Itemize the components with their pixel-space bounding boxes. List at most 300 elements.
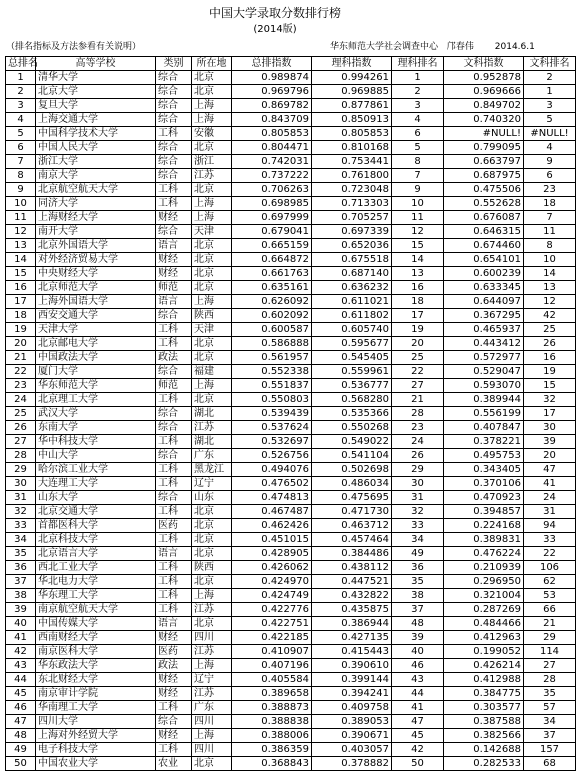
category-cell: 语言 <box>156 239 192 253</box>
overall-rank-cell: 8 <box>6 169 36 183</box>
arts-rank-cell: 26 <box>524 337 576 351</box>
science-index-cell: 0.463712 <box>312 519 392 533</box>
overall-rank-cell: 35 <box>6 547 36 561</box>
table-row <box>6 729 576 743</box>
location-cell: 江苏 <box>192 169 232 183</box>
science-rank-cell: 47 <box>392 715 444 729</box>
arts-rank-cell: 30 <box>524 421 576 435</box>
table-row <box>6 547 576 561</box>
science-rank-cell: 40 <box>392 645 444 659</box>
arts-rank-cell: 21 <box>524 617 576 631</box>
arts-rank-cell: 24 <box>524 491 576 505</box>
overall-index-cell: 0.388838 <box>232 715 312 729</box>
location-cell: 北京 <box>192 281 232 295</box>
science-index-cell: 0.447521 <box>312 575 392 589</box>
table-row <box>6 575 576 589</box>
category-cell: 工科 <box>156 743 192 757</box>
table-body <box>6 71 576 771</box>
science-rank-cell: 35 <box>392 575 444 589</box>
arts-rank-cell: 39 <box>524 435 576 449</box>
science-index-cell: 0.475695 <box>312 491 392 505</box>
location-cell: 陕西 <box>192 561 232 575</box>
overall-index-cell: 0.494076 <box>232 463 312 477</box>
university-name-cell: 北京理工大学 <box>36 393 156 407</box>
overall-rank-cell: 36 <box>6 561 36 575</box>
arts-index-cell: 0.142688 <box>444 743 524 757</box>
overall-rank-cell: 6 <box>6 141 36 155</box>
arts-rank-cell: 57 <box>524 701 576 715</box>
science-rank-cell: 16 <box>392 281 444 295</box>
science-rank-cell: 46 <box>392 659 444 673</box>
category-cell: 工科 <box>156 575 192 589</box>
science-rank-cell: 15 <box>392 239 444 253</box>
category-cell: 工科 <box>156 197 192 211</box>
university-name-cell: 中国农业大学 <box>36 757 156 771</box>
category-cell: 语言 <box>156 547 192 561</box>
table-row <box>6 757 576 771</box>
col-header-overall-index: 总排指数 <box>232 57 312 71</box>
arts-index-cell: 0.644097 <box>444 295 524 309</box>
overall-index-cell: 0.539439 <box>232 407 312 421</box>
category-cell: 财经 <box>156 267 192 281</box>
science-rank-cell: 6 <box>392 127 444 141</box>
overall-index-cell: 0.424970 <box>232 575 312 589</box>
overall-rank-cell: 15 <box>6 267 36 281</box>
category-cell: 工科 <box>156 393 192 407</box>
arts-index-cell: 0.484466 <box>444 617 524 631</box>
overall-index-cell: 0.426062 <box>232 561 312 575</box>
overall-rank-cell: 34 <box>6 533 36 547</box>
science-index-cell: 0.697339 <box>312 225 392 239</box>
science-index-cell: 0.652036 <box>312 239 392 253</box>
science-index-cell: 0.877861 <box>312 99 392 113</box>
table-row <box>6 533 576 547</box>
arts-rank-cell: 41 <box>524 477 576 491</box>
location-cell: 江苏 <box>192 687 232 701</box>
arts-index-cell: 0.465937 <box>444 323 524 337</box>
table-row <box>6 603 576 617</box>
science-index-cell: 0.611021 <box>312 295 392 309</box>
university-name-cell: 电子科技大学 <box>36 743 156 757</box>
science-rank-cell: 4 <box>392 113 444 127</box>
science-rank-cell: 37 <box>392 603 444 617</box>
arts-index-cell: 0.674460 <box>444 239 524 253</box>
table-row <box>6 113 576 127</box>
category-cell: 财经 <box>156 253 192 267</box>
science-rank-cell: 8 <box>392 155 444 169</box>
table-row <box>6 505 576 519</box>
category-cell: 综合 <box>156 421 192 435</box>
university-name-cell: 上海财经大学 <box>36 211 156 225</box>
location-cell: 北京 <box>192 575 232 589</box>
arts-index-cell: #NULL! <box>444 127 524 141</box>
science-index-cell: 0.969885 <box>312 85 392 99</box>
table-row <box>6 141 576 155</box>
science-index-cell: 0.394241 <box>312 687 392 701</box>
university-name-cell: 北京科技大学 <box>36 533 156 547</box>
location-cell: 辽宁 <box>192 673 232 687</box>
arts-index-cell: 0.476224 <box>444 547 524 561</box>
category-cell: 工科 <box>156 561 192 575</box>
overall-index-cell: 0.388006 <box>232 729 312 743</box>
university-name-cell: 上海交通大学 <box>36 113 156 127</box>
arts-rank-cell: 2 <box>524 71 576 85</box>
university-name-cell: 清华大学 <box>36 71 156 85</box>
table-row <box>6 477 576 491</box>
overall-rank-cell: 21 <box>6 351 36 365</box>
science-rank-cell: 32 <box>392 505 444 519</box>
arts-rank-cell: 37 <box>524 729 576 743</box>
location-cell: 湖北 <box>192 407 232 421</box>
category-cell: 综合 <box>156 407 192 421</box>
arts-index-cell: 0.740320 <box>444 113 524 127</box>
method-note: （排名指标及方法参看有关说明） <box>6 42 142 52</box>
location-cell: 北京 <box>192 617 232 631</box>
arts-rank-cell: 5 <box>524 113 576 127</box>
science-rank-cell: 5 <box>392 141 444 155</box>
table-row <box>6 463 576 477</box>
overall-index-cell: 0.476502 <box>232 477 312 491</box>
arts-rank-cell: 53 <box>524 589 576 603</box>
overall-index-cell: 0.428905 <box>232 547 312 561</box>
category-cell: 医药 <box>156 645 192 659</box>
overall-index-cell: 0.698985 <box>232 197 312 211</box>
arts-rank-cell: 32 <box>524 393 576 407</box>
arts-rank-cell: 28 <box>524 673 576 687</box>
category-cell: 财经 <box>156 729 192 743</box>
arts-rank-cell: 62 <box>524 575 576 589</box>
university-name-cell: 对外经济贸易大学 <box>36 253 156 267</box>
university-name-cell: 中国政法大学 <box>36 351 156 365</box>
science-rank-cell: 33 <box>392 519 444 533</box>
location-cell: 山东 <box>192 491 232 505</box>
university-name-cell: 厦门大学 <box>36 365 156 379</box>
location-cell: 北京 <box>192 85 232 99</box>
location-cell: 广东 <box>192 701 232 715</box>
table-row <box>6 323 576 337</box>
overall-index-cell: 0.386359 <box>232 743 312 757</box>
table-row <box>6 743 576 757</box>
table-row <box>6 659 576 673</box>
science-rank-cell: 50 <box>392 757 444 771</box>
arts-rank-cell: 12 <box>524 295 576 309</box>
overall-index-cell: 0.424749 <box>232 589 312 603</box>
university-name-cell: 西南财经大学 <box>36 631 156 645</box>
university-name-cell: 北京外国语大学 <box>36 239 156 253</box>
arts-index-cell: 0.321004 <box>444 589 524 603</box>
science-index-cell: 0.403057 <box>312 743 392 757</box>
science-rank-cell: 9 <box>392 183 444 197</box>
overall-rank-cell: 11 <box>6 211 36 225</box>
science-index-cell: 0.705257 <box>312 211 392 225</box>
science-index-cell: 0.545405 <box>312 351 392 365</box>
arts-rank-cell: 14 <box>524 267 576 281</box>
arts-rank-cell: 25 <box>524 323 576 337</box>
location-cell: 北京 <box>192 351 232 365</box>
arts-index-cell: 0.367295 <box>444 309 524 323</box>
university-name-cell: 南开大学 <box>36 225 156 239</box>
category-cell: 综合 <box>156 365 192 379</box>
university-name-cell: 北京邮电大学 <box>36 337 156 351</box>
overall-rank-cell: 47 <box>6 715 36 729</box>
arts-index-cell: 0.412963 <box>444 631 524 645</box>
category-cell: 综合 <box>156 141 192 155</box>
location-cell: 上海 <box>192 659 232 673</box>
science-index-cell: 0.761800 <box>312 169 392 183</box>
university-name-cell: 四川大学 <box>36 715 156 729</box>
overall-rank-cell: 48 <box>6 729 36 743</box>
arts-index-cell: 0.426214 <box>444 659 524 673</box>
overall-index-cell: 0.467487 <box>232 505 312 519</box>
arts-rank-cell: 1 <box>524 85 576 99</box>
science-rank-cell: 18 <box>392 295 444 309</box>
science-rank-cell: 20 <box>392 337 444 351</box>
arts-index-cell: 0.969666 <box>444 85 524 99</box>
category-cell: 工科 <box>156 701 192 715</box>
overall-index-cell: 0.561957 <box>232 351 312 365</box>
university-name-cell: 北京航空航天大学 <box>36 183 156 197</box>
table-row <box>6 71 576 85</box>
table-header-row <box>6 57 576 71</box>
arts-rank-cell: 15 <box>524 379 576 393</box>
science-rank-cell: 23 <box>392 421 444 435</box>
overall-rank-cell: 44 <box>6 673 36 687</box>
table-row <box>6 491 576 505</box>
overall-index-cell: 0.661763 <box>232 267 312 281</box>
arts-rank-cell: 23 <box>524 183 576 197</box>
col-header-overall-rank: 总排名 <box>6 57 36 71</box>
science-index-cell: 0.390610 <box>312 659 392 673</box>
overall-index-cell: 0.422776 <box>232 603 312 617</box>
arts-index-cell: 0.287269 <box>444 603 524 617</box>
science-rank-cell: 36 <box>392 561 444 575</box>
overall-index-cell: 0.474813 <box>232 491 312 505</box>
overall-rank-cell: 10 <box>6 197 36 211</box>
arts-index-cell: 0.552628 <box>444 197 524 211</box>
science-index-cell: 0.386944 <box>312 617 392 631</box>
overall-rank-cell: 14 <box>6 253 36 267</box>
overall-rank-cell: 1 <box>6 71 36 85</box>
university-name-cell: 南京医科大学 <box>36 645 156 659</box>
overall-index-cell: 0.626092 <box>232 295 312 309</box>
science-index-cell: 0.549022 <box>312 435 392 449</box>
science-index-cell: 0.457464 <box>312 533 392 547</box>
overall-rank-cell: 45 <box>6 687 36 701</box>
edition-subtitle: (2014版) <box>253 24 297 35</box>
location-cell: 四川 <box>192 631 232 645</box>
university-name-cell: 南京航空航天大学 <box>36 603 156 617</box>
arts-rank-cell: 7 <box>524 211 576 225</box>
overall-index-cell: 0.410907 <box>232 645 312 659</box>
overall-index-cell: 0.804471 <box>232 141 312 155</box>
overall-index-cell: 0.388873 <box>232 701 312 715</box>
university-name-cell: 华北电力大学 <box>36 575 156 589</box>
arts-index-cell: 0.529047 <box>444 365 524 379</box>
arts-index-cell: 0.654101 <box>444 253 524 267</box>
overall-rank-cell: 49 <box>6 743 36 757</box>
overall-rank-cell: 24 <box>6 393 36 407</box>
overall-index-cell: 0.635161 <box>232 281 312 295</box>
overall-index-cell: 0.586888 <box>232 337 312 351</box>
arts-index-cell: 0.663797 <box>444 155 524 169</box>
arts-index-cell: 0.443412 <box>444 337 524 351</box>
arts-rank-cell: 19 <box>524 365 576 379</box>
arts-index-cell: 0.412988 <box>444 673 524 687</box>
arts-rank-cell: 29 <box>524 631 576 645</box>
location-cell: 天津 <box>192 225 232 239</box>
overall-rank-cell: 40 <box>6 617 36 631</box>
category-cell: 财经 <box>156 211 192 225</box>
table-row <box>6 435 576 449</box>
overall-index-cell: 0.697999 <box>232 211 312 225</box>
overall-rank-cell: 3 <box>6 99 36 113</box>
arts-index-cell: 0.394857 <box>444 505 524 519</box>
location-cell: 上海 <box>192 99 232 113</box>
university-name-cell: 山东大学 <box>36 491 156 505</box>
university-name-cell: 华东政法大学 <box>36 659 156 673</box>
science-rank-cell: 41 <box>392 701 444 715</box>
overall-rank-cell: 31 <box>6 491 36 505</box>
category-cell: 工科 <box>156 127 192 141</box>
science-rank-cell: 30 <box>392 477 444 491</box>
overall-index-cell: 0.407196 <box>232 659 312 673</box>
category-cell: 医药 <box>156 519 192 533</box>
arts-index-cell: 0.384775 <box>444 687 524 701</box>
arts-rank-cell: 114 <box>524 645 576 659</box>
location-cell: 上海 <box>192 379 232 393</box>
science-rank-cell: 7 <box>392 169 444 183</box>
university-name-cell: 华中科技大学 <box>36 435 156 449</box>
overall-index-cell: 0.552338 <box>232 365 312 379</box>
overall-rank-cell: 19 <box>6 323 36 337</box>
overall-rank-cell: 27 <box>6 435 36 449</box>
science-index-cell: 0.378882 <box>312 757 392 771</box>
table-row <box>6 85 576 99</box>
university-name-cell: 东南大学 <box>36 421 156 435</box>
col-header-location: 所在地 <box>192 57 232 71</box>
science-index-cell: 0.438112 <box>312 561 392 575</box>
science-rank-cell: 31 <box>392 491 444 505</box>
science-rank-cell: 45 <box>392 729 444 743</box>
arts-index-cell: 0.296950 <box>444 575 524 589</box>
category-cell: 综合 <box>156 449 192 463</box>
location-cell: 浙江 <box>192 155 232 169</box>
overall-rank-cell: 9 <box>6 183 36 197</box>
table-row <box>6 309 576 323</box>
category-cell: 师范 <box>156 281 192 295</box>
overall-index-cell: 0.422185 <box>232 631 312 645</box>
university-name-cell: 首都医科大学 <box>36 519 156 533</box>
category-cell: 财经 <box>156 673 192 687</box>
table-row <box>6 281 576 295</box>
arts-index-cell: 0.224168 <box>444 519 524 533</box>
science-rank-cell: 13 <box>392 267 444 281</box>
university-name-cell: 北京大学 <box>36 85 156 99</box>
overall-index-cell: 0.532697 <box>232 435 312 449</box>
table-row <box>6 589 576 603</box>
overall-rank-cell: 25 <box>6 407 36 421</box>
science-index-cell: 0.486034 <box>312 477 392 491</box>
university-name-cell: 北京语言大学 <box>36 547 156 561</box>
arts-index-cell: 0.199052 <box>444 645 524 659</box>
university-name-cell: 华东师范大学 <box>36 379 156 393</box>
science-index-cell: 0.753441 <box>312 155 392 169</box>
university-name-cell: 复旦大学 <box>36 99 156 113</box>
arts-index-cell: 0.378221 <box>444 435 524 449</box>
category-cell: 农业 <box>156 757 192 771</box>
science-rank-cell: 10 <box>392 197 444 211</box>
overall-rank-cell: 38 <box>6 589 36 603</box>
category-cell: 综合 <box>156 113 192 127</box>
table-row <box>6 197 576 211</box>
overall-rank-cell: 20 <box>6 337 36 351</box>
university-name-cell: 北京交通大学 <box>36 505 156 519</box>
science-rank-cell: 3 <box>392 99 444 113</box>
arts-rank-cell: 11 <box>524 225 576 239</box>
overall-index-cell: 0.665159 <box>232 239 312 253</box>
overall-rank-cell: 50 <box>6 757 36 771</box>
arts-rank-cell: 27 <box>524 659 576 673</box>
university-name-cell: 上海外国语大学 <box>36 295 156 309</box>
overall-index-cell: 0.706263 <box>232 183 312 197</box>
university-name-cell: 同济大学 <box>36 197 156 211</box>
publish-date: 2014.6.1 <box>494 42 535 52</box>
arts-index-cell: 0.687975 <box>444 169 524 183</box>
location-cell: 天津 <box>192 323 232 337</box>
science-rank-cell: 29 <box>392 463 444 477</box>
table-row <box>6 645 576 659</box>
overall-rank-cell: 46 <box>6 701 36 715</box>
category-cell: 综合 <box>156 491 192 505</box>
arts-rank-cell: 20 <box>524 449 576 463</box>
university-name-cell: 华南理工大学 <box>36 701 156 715</box>
science-rank-cell: 24 <box>392 435 444 449</box>
col-header-arts-rank: 文科排名 <box>524 57 576 71</box>
science-rank-cell: 26 <box>392 449 444 463</box>
overall-index-cell: 0.600587 <box>232 323 312 337</box>
category-cell: 财经 <box>156 631 192 645</box>
source-line <box>330 41 535 54</box>
overall-index-cell: 0.843709 <box>232 113 312 127</box>
location-cell: 北京 <box>192 757 232 771</box>
location-cell: 江苏 <box>192 603 232 617</box>
overall-rank-cell: 18 <box>6 309 36 323</box>
science-index-cell: 0.427135 <box>312 631 392 645</box>
location-cell: 上海 <box>192 295 232 309</box>
overall-index-cell: 0.405584 <box>232 673 312 687</box>
arts-rank-cell: #NULL! <box>524 127 576 141</box>
overall-index-cell: 0.679041 <box>232 225 312 239</box>
science-rank-cell: 21 <box>392 393 444 407</box>
category-cell: 综合 <box>156 99 192 113</box>
location-cell: 北京 <box>192 239 232 253</box>
location-cell: 北京 <box>192 393 232 407</box>
arts-rank-cell: 68 <box>524 757 576 771</box>
arts-index-cell: 0.799095 <box>444 141 524 155</box>
arts-rank-cell: 6 <box>524 169 576 183</box>
science-index-cell: 0.675518 <box>312 253 392 267</box>
science-index-cell: 0.389053 <box>312 715 392 729</box>
location-cell: 上海 <box>192 589 232 603</box>
science-index-cell: 0.390671 <box>312 729 392 743</box>
arts-rank-cell: 17 <box>524 407 576 421</box>
overall-rank-cell: 23 <box>6 379 36 393</box>
university-name-cell: 南京大学 <box>36 169 156 183</box>
university-name-cell: 天津大学 <box>36 323 156 337</box>
table-row <box>6 239 576 253</box>
science-index-cell: 0.502698 <box>312 463 392 477</box>
science-rank-cell: 14 <box>392 253 444 267</box>
